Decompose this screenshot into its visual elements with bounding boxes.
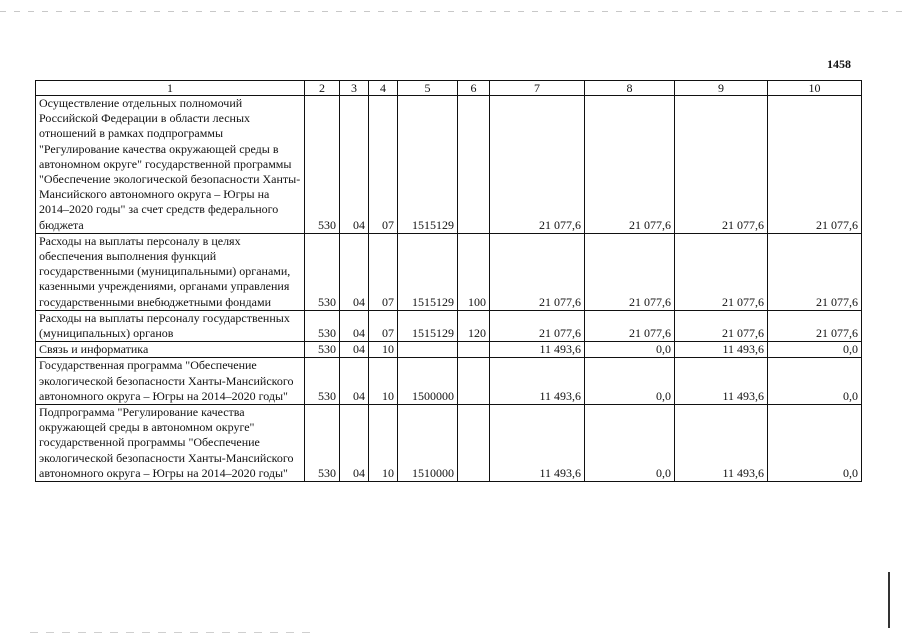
cell-subsection: 10	[369, 342, 398, 358]
row-name: Расходы на выплаты персоналу в целях обеспечения выполнения функций государственными (муниципальными) органами, казенными учреждениями, органами управления государственными внебюджетными фондами	[36, 233, 305, 310]
cell-amount-col9: 11 493,6	[675, 358, 768, 405]
cell-expense-type	[458, 405, 490, 482]
cell-amount-col10: 21 077,6	[768, 310, 862, 341]
cell-admin-code: 530	[305, 405, 340, 482]
cell-section: 04	[340, 310, 369, 341]
cell-expense-type: 120	[458, 310, 490, 341]
cell-section: 04	[340, 358, 369, 405]
table-row	[36, 358, 862, 405]
cell-amount-col8: 21 077,6	[585, 233, 675, 310]
cell-target-article: 1515129	[398, 96, 458, 234]
cell-expense-type	[458, 358, 490, 405]
row-name: Связь и информатика	[36, 342, 305, 358]
cell-amount-col10: 21 077,6	[768, 96, 862, 234]
cell-amount-col8: 21 077,6	[585, 96, 675, 234]
cell-amount-col9: 11 493,6	[675, 405, 768, 482]
cell-amount-col7: 11 493,6	[490, 405, 585, 482]
cell-admin-code: 530	[305, 310, 340, 341]
header-cell: 5	[398, 81, 458, 96]
cell-target-article: 1500000	[398, 358, 458, 405]
scan-artifact-edge	[888, 572, 890, 628]
cell-amount-col9: 21 077,6	[675, 233, 768, 310]
budget-table	[35, 80, 862, 482]
header-cell: 10	[768, 81, 862, 96]
cell-amount-col10: 0,0	[768, 405, 862, 482]
cell-subsection: 10	[369, 405, 398, 482]
cell-amount-col10: 21 077,6	[768, 233, 862, 310]
cell-amount-col7: 11 493,6	[490, 342, 585, 358]
cell-amount-col8: 21 077,6	[585, 310, 675, 341]
table-row	[36, 310, 862, 341]
scan-artifact-bottom	[30, 632, 310, 633]
cell-amount-col8: 0,0	[585, 342, 675, 358]
table-row	[36, 96, 862, 234]
page-number: 1458	[827, 57, 851, 71]
table-row	[36, 342, 862, 358]
cell-subsection: 07	[369, 233, 398, 310]
cell-amount-col7: 21 077,6	[490, 233, 585, 310]
cell-amount-col9: 21 077,6	[675, 96, 768, 234]
cell-section: 04	[340, 96, 369, 234]
header-cell: 6	[458, 81, 490, 96]
cell-amount-col7: 11 493,6	[490, 358, 585, 405]
row-name: Осуществление отдельных полномочий Российской Федерации в области лесных отношений в рамках подпрограммы "Регулирование качества окружающей среды в автономном округе" государственной программы "Обеспечение экологической безопасности Ханты-Мансийского автономного округа – Югры на 2014–2020 годы" за счет средств федерального бюджета	[36, 96, 305, 234]
scan-artifact-top	[0, 11, 905, 12]
cell-section: 04	[340, 342, 369, 358]
row-name: Подпрограмма "Регулирование качества окружающей среды в автономном округе" государственной программы "Обеспечение экологической безопасности Ханты-Мансийского автономного округа – Югры на 2014–2020 годы"	[36, 405, 305, 482]
header-cell: 8	[585, 81, 675, 96]
table-row	[36, 405, 862, 482]
cell-amount-col9: 21 077,6	[675, 310, 768, 341]
header-cell: 4	[369, 81, 398, 96]
cell-section: 04	[340, 233, 369, 310]
table-row	[36, 233, 862, 310]
cell-amount-col10: 0,0	[768, 358, 862, 405]
cell-target-article: 1510000	[398, 405, 458, 482]
cell-subsection: 07	[369, 96, 398, 234]
cell-section: 04	[340, 405, 369, 482]
cell-amount-col8: 0,0	[585, 405, 675, 482]
cell-expense-type: 100	[458, 233, 490, 310]
cell-amount-col9: 11 493,6	[675, 342, 768, 358]
cell-admin-code: 530	[305, 358, 340, 405]
header-row	[36, 81, 862, 96]
header-cell: 7	[490, 81, 585, 96]
cell-amount-col8: 0,0	[585, 358, 675, 405]
header-cell: 9	[675, 81, 768, 96]
header-cell: 1	[36, 81, 305, 96]
cell-target-article	[398, 342, 458, 358]
cell-amount-col7: 21 077,6	[490, 96, 585, 234]
cell-target-article: 1515129	[398, 233, 458, 310]
header-cell: 3	[340, 81, 369, 96]
cell-subsection: 10	[369, 358, 398, 405]
cell-admin-code: 530	[305, 342, 340, 358]
row-name: Расходы на выплаты персоналу государственных (муниципальных) органов	[36, 310, 305, 341]
cell-subsection: 07	[369, 310, 398, 341]
cell-amount-col7: 21 077,6	[490, 310, 585, 341]
cell-target-article: 1515129	[398, 310, 458, 341]
cell-expense-type	[458, 96, 490, 234]
cell-amount-col10: 0,0	[768, 342, 862, 358]
cell-admin-code: 530	[305, 96, 340, 234]
cell-admin-code: 530	[305, 233, 340, 310]
header-cell: 2	[305, 81, 340, 96]
cell-expense-type	[458, 342, 490, 358]
row-name: Государственная программа "Обеспечение экологической безопасности Ханты-Мансийского автономного округа – Югры на 2014–2020 годы"	[36, 358, 305, 405]
